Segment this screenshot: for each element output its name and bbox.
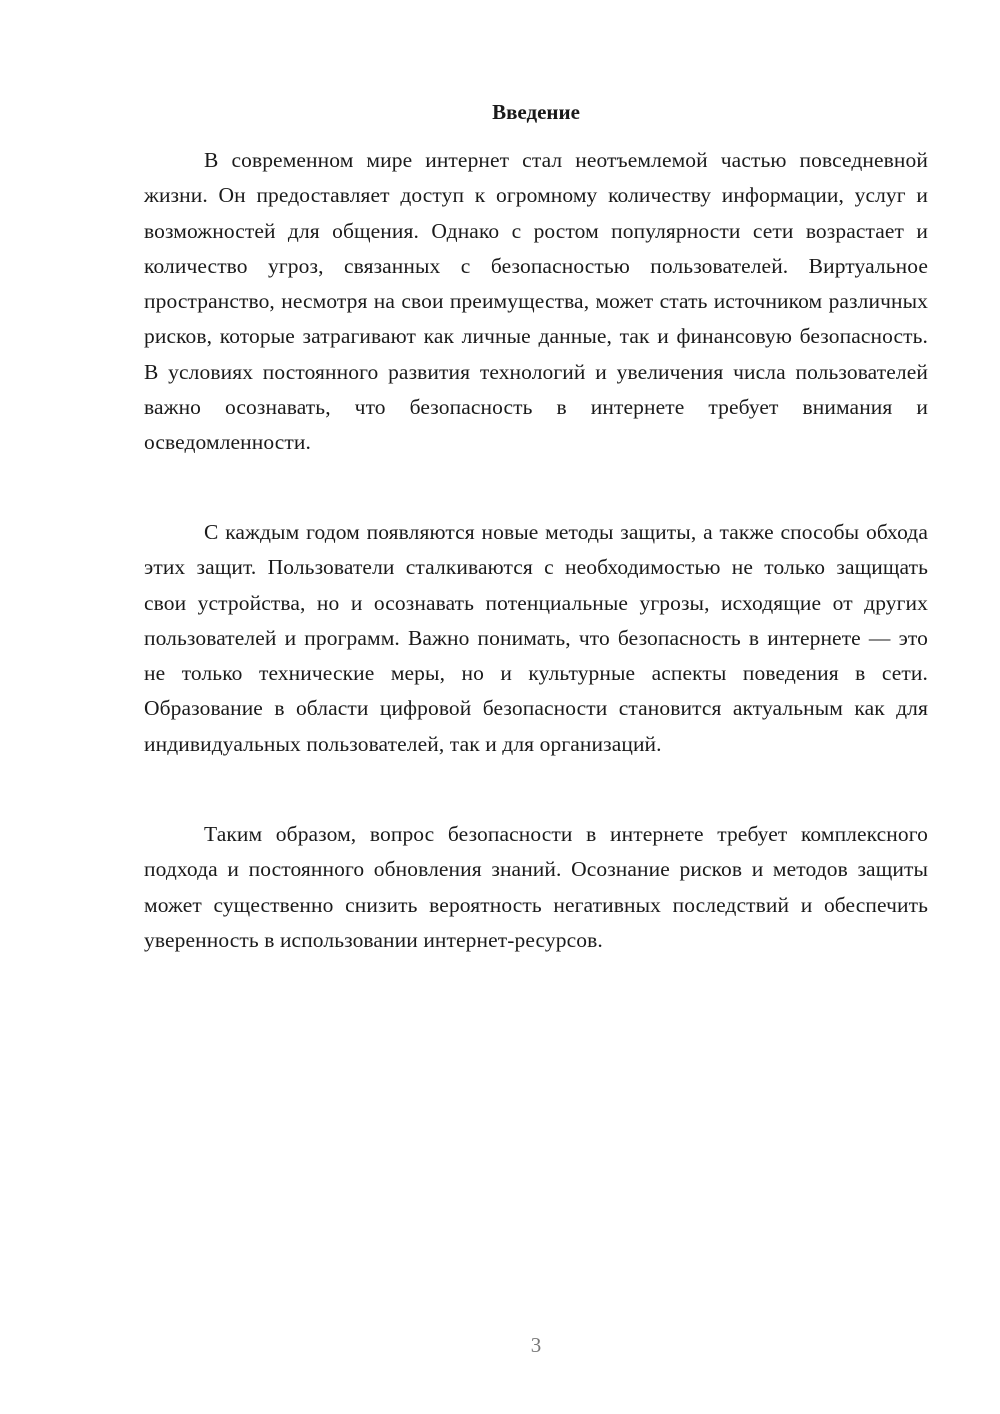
paragraph-1 bbox=[144, 143, 928, 461]
section-title: Введение bbox=[492, 100, 580, 124]
paragraph-3 bbox=[144, 817, 928, 958]
paragraph-text: В современном мире интернет стал неотъемлемой частью повседневной жизни. Он предоставляет доступ к огромному количеству информации, услуг и возможностей для общения. Однако с ростом популярности сети возрастает и количество угроз, связанных с безопасностью пользователей. Виртуальное пространство, несмотря на свои преимущества, может стать источником различных рисков, которые затрагивают как личные данные, так и финансовую безопасность. В условиях постоянного развития технологий и увеличения числа пользователей важно осознавать, что безопасность в интернете требует внимания и осведомленности. bbox=[144, 148, 928, 455]
paragraph-text: Таким образом, вопрос безопасности в интернете требует комплексного подхода и постоянного обновления знаний. Осознание рисков и методов защиты может существенно снизить вероятность негативных последствий и обеспечить уверенность в использовании интернет-ресурсов. bbox=[144, 822, 928, 952]
page-number: 3 bbox=[530, 1333, 542, 1357]
paragraph-text: С каждым годом появляются новые методы защиты, а также способы обхода этих защит. Пользователи сталкиваются с необходимостью не только защищать свои устройства, но и осознавать потенциальные угрозы, исходящие от других пользователей и программ. Важно понимать, что безопасность в интернете — это не только технические меры, но и культурные аспекты поведения в сети. Образование в области цифровой безопасности становится актуальным как для индивидуальных пользователей, так и для организаций. bbox=[144, 520, 928, 756]
paragraph-2 bbox=[144, 515, 928, 762]
